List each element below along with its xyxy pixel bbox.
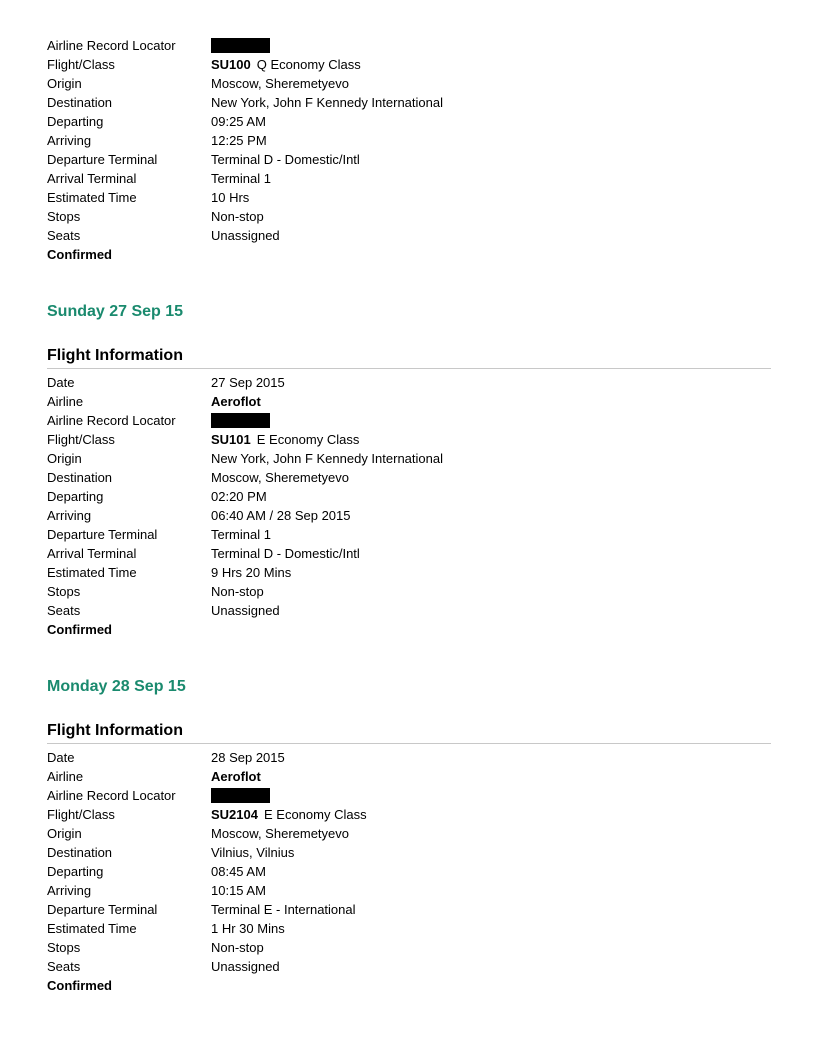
flight-code: SU2104 (211, 807, 258, 822)
departure-terminal-row (47, 525, 771, 544)
redacted-record-locator (211, 788, 270, 803)
section-title: Flight Information (47, 721, 771, 744)
stops-label: Stops (47, 584, 81, 599)
stops-value: Non-stop (211, 940, 264, 955)
stops-label: Stops (47, 209, 81, 224)
seats-value: Unassigned (211, 603, 280, 618)
record-locator-label: Airline Record Locator (47, 788, 176, 803)
estimated-time-value: 1 Hr 30 Mins (211, 921, 285, 936)
departure-terminal-value: Terminal 1 (211, 527, 271, 542)
record-locator-label: Airline Record Locator (47, 413, 176, 428)
departing-value: 09:25 AM (211, 114, 266, 129)
cabin-class: Q Economy Class (256, 57, 361, 72)
seats-row (47, 957, 771, 976)
origin-value: Moscow, Sheremetyevo (211, 826, 350, 841)
estimated-time-row (47, 188, 771, 207)
departing-row (47, 487, 771, 506)
seats-label: Seats (47, 959, 81, 974)
destination-row (47, 843, 771, 862)
arriving-value: 06:40 AM / 28 Sep 2015 (211, 508, 351, 523)
status-confirmed: Confirmed (47, 247, 112, 262)
date-value: 28 Sep 2015 (211, 750, 285, 765)
section-title: Flight Information (47, 346, 771, 369)
flight-class-label: Flight/Class (47, 432, 115, 447)
destination-label: Destination (47, 470, 113, 485)
date-row (47, 373, 771, 392)
departing-row (47, 112, 771, 131)
airline-value: Aeroflot (211, 394, 261, 409)
origin-row (47, 449, 771, 468)
flight-block-su101 (47, 373, 771, 639)
departure-terminal-label: Departure Terminal (47, 152, 158, 167)
departing-value: 08:45 AM (211, 864, 266, 879)
origin-value: New York, John F Kennedy International (211, 451, 443, 466)
destination-label: Destination (47, 845, 113, 860)
departure-terminal-value: Terminal D - Domestic/Intl (211, 152, 360, 167)
flight-class-row (47, 55, 771, 74)
destination-value: New York, John F Kennedy International (211, 95, 443, 110)
destination-row (47, 93, 771, 112)
flight-class-label: Flight/Class (47, 807, 115, 822)
estimated-time-label: Estimated Time (47, 190, 137, 205)
departing-value: 02:20 PM (211, 489, 267, 504)
airline-row (47, 767, 771, 786)
destination-value: Vilnius, Vilnius (211, 845, 295, 860)
record-locator-row (47, 411, 771, 430)
estimated-time-label: Estimated Time (47, 565, 137, 580)
arrival-terminal-value: Terminal 1 (211, 171, 271, 186)
record-locator-row (47, 786, 771, 805)
arriving-row (47, 506, 771, 525)
origin-label: Origin (47, 826, 82, 841)
departure-terminal-row (47, 150, 771, 169)
cabin-class: E Economy Class (263, 807, 367, 822)
departure-terminal-label: Departure Terminal (47, 902, 158, 917)
destination-value: Moscow, Sheremetyevo (211, 470, 350, 485)
stops-row (47, 207, 771, 226)
date-value: 27 Sep 2015 (211, 375, 285, 390)
arriving-value: 10:15 AM (211, 883, 266, 898)
departing-label: Departing (47, 864, 104, 879)
day-heading: Sunday 27 Sep 15 (47, 303, 184, 320)
origin-value: Moscow, Sheremetyevo (211, 76, 350, 91)
stops-value: Non-stop (211, 209, 264, 224)
record-locator-row (47, 36, 771, 55)
flight-block-su2104 (47, 748, 771, 995)
arrival-terminal-label: Arrival Terminal (47, 171, 137, 186)
airline-row (47, 392, 771, 411)
arriving-label: Arriving (47, 508, 92, 523)
departing-label: Departing (47, 114, 104, 129)
arrival-terminal-row (47, 544, 771, 563)
flight-class-row (47, 805, 771, 824)
flight-code: SU101 (211, 432, 251, 447)
origin-row (47, 824, 771, 843)
departure-terminal-label: Departure Terminal (47, 527, 158, 542)
stops-value: Non-stop (211, 584, 264, 599)
origin-label: Origin (47, 451, 82, 466)
departure-terminal-row (47, 900, 771, 919)
airline-value: Aeroflot (211, 769, 261, 784)
itinerary-page (47, 36, 771, 995)
seats-label: Seats (47, 603, 81, 618)
airline-label: Airline (47, 394, 84, 409)
status-confirmed: Confirmed (47, 978, 112, 993)
status-confirmed: Confirmed (47, 622, 112, 637)
redacted-record-locator (211, 413, 270, 428)
arriving-row (47, 131, 771, 150)
seats-value: Unassigned (211, 228, 280, 243)
stops-row (47, 582, 771, 601)
arriving-row (47, 881, 771, 900)
date-row (47, 748, 771, 767)
origin-label: Origin (47, 76, 82, 91)
seats-row (47, 226, 771, 245)
arriving-value: 12:25 PM (211, 133, 267, 148)
redacted-record-locator (211, 38, 270, 53)
cabin-class: E Economy Class (256, 432, 360, 447)
date-label: Date (47, 750, 75, 765)
estimated-time-label: Estimated Time (47, 921, 137, 936)
departing-label: Departing (47, 489, 104, 504)
estimated-time-row (47, 563, 771, 582)
stops-label: Stops (47, 940, 81, 955)
seats-label: Seats (47, 228, 81, 243)
record-locator-label: Airline Record Locator (47, 38, 176, 53)
flight-class-label: Flight/Class (47, 57, 115, 72)
flight-class-row (47, 430, 771, 449)
estimated-time-value: 9 Hrs 20 Mins (211, 565, 292, 580)
origin-row (47, 74, 771, 93)
arrival-terminal-label: Arrival Terminal (47, 546, 137, 561)
day-heading: Monday 28 Sep 15 (47, 678, 186, 695)
date-label: Date (47, 375, 75, 390)
destination-row (47, 468, 771, 487)
estimated-time-row (47, 919, 771, 938)
seats-row (47, 601, 771, 620)
stops-row (47, 938, 771, 957)
estimated-time-value: 10 Hrs (211, 190, 250, 205)
airline-label: Airline (47, 769, 84, 784)
arriving-label: Arriving (47, 883, 92, 898)
flight-block-su100 (47, 36, 771, 264)
arrival-terminal-row (47, 169, 771, 188)
flight-code: SU100 (211, 57, 251, 72)
departure-terminal-value: Terminal E - International (211, 902, 356, 917)
arrival-terminal-value: Terminal D - Domestic/Intl (211, 546, 360, 561)
arriving-label: Arriving (47, 133, 92, 148)
destination-label: Destination (47, 95, 113, 110)
seats-value: Unassigned (211, 959, 280, 974)
departing-row (47, 862, 771, 881)
